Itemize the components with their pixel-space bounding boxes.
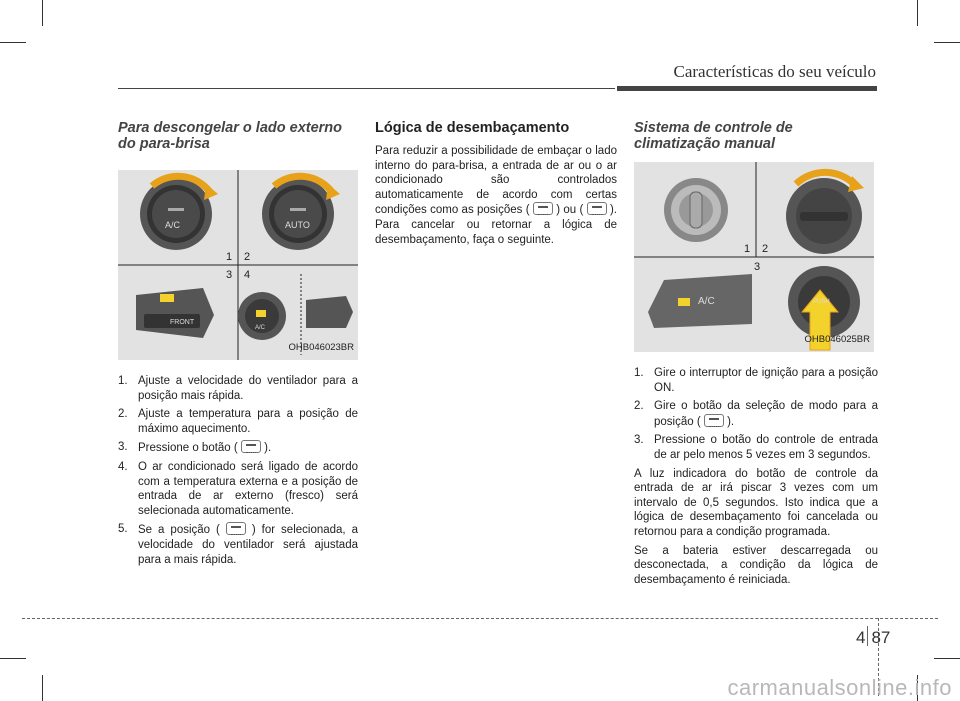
crop-mark — [42, 0, 43, 26]
list-item: 3. Pressione o botão ( ). — [118, 441, 272, 455]
paragraph: A luz indicadora do botão de controle da entrada de ar irá piscar 3 vezes com um intervalo de 0,5 segundos. Isto indica que a lógica de desembaçamento foi cancelada ou retornou para a condição programada. — [634, 467, 878, 538]
figure-climate-controls — [118, 170, 358, 360]
front-defrost-icon — [241, 440, 261, 453]
list-item: 3. Pressione o botão do controle de entrada de ar pelo menos 5 vezes em 3 segundos. — [634, 434, 878, 461]
step-list — [634, 366, 878, 463]
crop-mark — [0, 42, 26, 43]
list-item: 4. O ar condicionado será ligado de acordo com a temperatura externa e a posição de entrada de ar externo (fresco) será selecionada automaticamente. — [118, 460, 358, 517]
header-rule — [118, 88, 615, 89]
crop-mark — [934, 658, 960, 659]
figure-number: 3 — [226, 269, 233, 281]
list-item: 5. Se a posição ( ) for selecionada, a velocidade do ventilador será ajustada para a mais rápida. — [118, 523, 358, 566]
watermark: carmanualsonline.info — [727, 675, 952, 700]
column-defrost-outside — [118, 120, 358, 571]
header-bar — [617, 86, 877, 91]
list-item: 2. Gire o botão da seleção de modo para a posição ( ). — [634, 400, 878, 428]
knob-label-push: PUSH — [813, 299, 830, 305]
paragraph: Para reduzir a possibilidade de embaçar o lado interno do para-brisa, a entrada de ar ou o ar condicionado são controlados automaticamente de acordo com certas condições como as posições ( ) ou ( ). Para cancelar ou retornar a lógica de desembaçamento, faça o seguinte. — [375, 145, 617, 246]
page-number-separator — [867, 626, 868, 646]
front-defrost-icon — [226, 522, 246, 535]
section-title: Para descongelar o lado externo do para-brisa — [118, 120, 343, 152]
knob-label-auto: AUTO — [285, 220, 310, 230]
column-manual-climate — [634, 120, 878, 591]
figure-number: 2 — [762, 243, 769, 255]
manual-climate-illustration — [634, 162, 874, 352]
knob-label-ac: A/C — [165, 220, 181, 230]
step-list — [118, 374, 358, 567]
section-title: Sistema de controle de climatização manual — [634, 120, 793, 152]
figure-number: 2 — [244, 251, 251, 263]
crop-mark — [0, 658, 26, 659]
crop-mark — [917, 0, 918, 26]
figure-manual-climate — [634, 162, 874, 352]
front-defrost-icon — [587, 202, 607, 215]
section-title: Lógica de desembaçamento — [375, 120, 570, 136]
header-title: Características do seu veículo — [673, 62, 876, 81]
figure-number: 4 — [244, 269, 251, 281]
paragraph: Se a bateria estiver descarregada ou desconectada, a condição da lógica de desembaçamento é reiniciada. — [634, 544, 878, 586]
page-number: 4 87 — [856, 628, 891, 647]
front-defrost-icon — [704, 414, 724, 427]
crop-mark — [934, 42, 960, 43]
footer-rule — [22, 618, 938, 619]
figure-caption: OHB046025BR — [804, 334, 870, 346]
list-item: 2. Ajuste a temperatura para a posição de máximo aquecimento. — [118, 408, 358, 435]
list-item: 1. Gire o interruptor de ignição para a posição ON. — [634, 367, 878, 394]
button-label-ac: A/C — [698, 296, 715, 307]
button-label-front: FRONT — [170, 319, 195, 326]
figure-caption: OHB046023BR — [288, 342, 354, 354]
figure-number: 3 — [754, 261, 761, 273]
column-defog-logic — [375, 120, 617, 251]
figure-number: 1 — [744, 243, 751, 255]
figure-number: 1 — [226, 251, 233, 263]
knob-label-ac-small: A/C — [255, 325, 266, 331]
floor-defrost-icon — [533, 202, 553, 215]
list-item: 1. Ajuste a velocidade do ventilador para a posição mais rápida. — [118, 375, 358, 402]
crop-mark — [42, 675, 43, 701]
climate-controls-illustration — [118, 170, 358, 360]
